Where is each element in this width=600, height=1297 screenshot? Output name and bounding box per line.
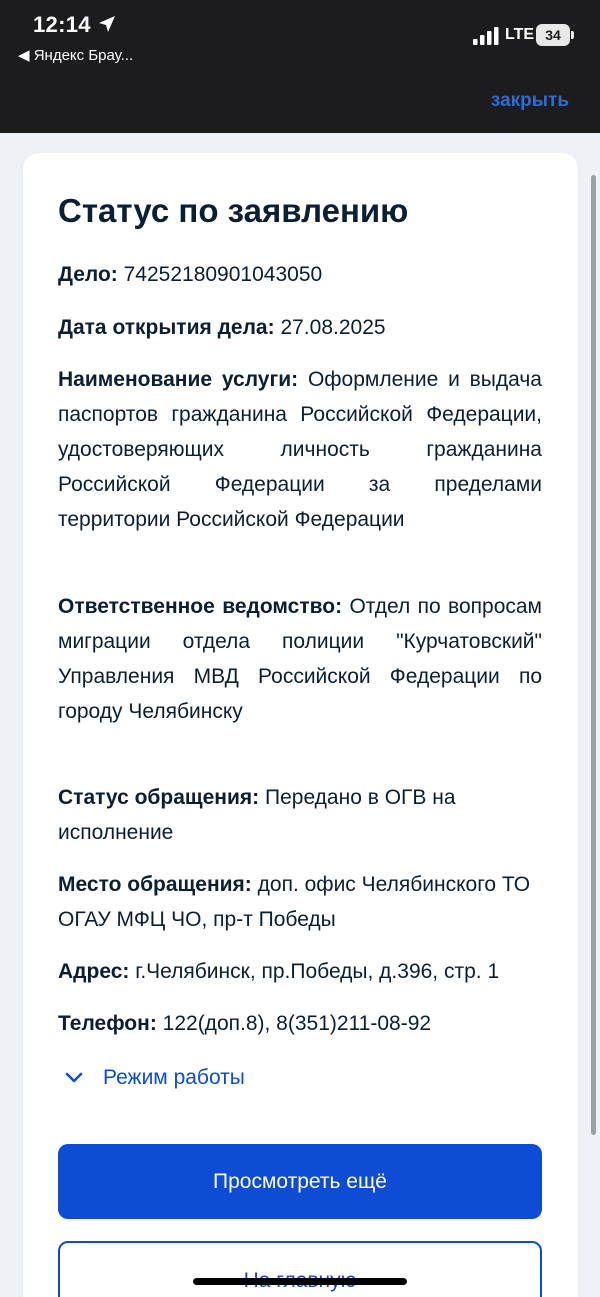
phone-field [58, 1006, 542, 1041]
phone-label: Телефон: [58, 1012, 157, 1035]
request-status-value: Передано в ОГВ на исполнение [58, 786, 456, 844]
service-field [58, 362, 542, 537]
service-label: Наименование услуги: [58, 368, 299, 391]
agency-field [58, 589, 542, 729]
chevron-down-icon [62, 1066, 86, 1090]
close-link[interactable]: закрыть [490, 90, 569, 111]
home-button[interactable] [58, 1241, 542, 1297]
battery-level: 34 [536, 24, 570, 46]
opened-date-label: Дата открытия дела: [58, 316, 275, 339]
signal-icon [473, 27, 501, 45]
request-status-label: Статус обращения: [58, 786, 260, 809]
opened-date-field [58, 310, 542, 345]
address-label: Адрес: [58, 960, 130, 983]
agency-value: Отдел по вопросам миграции отдела полиции "Курчатовский" Управления МВД Российской Федерации по городу Челябинску [58, 595, 542, 723]
request-status-field [58, 780, 542, 850]
case-field [58, 257, 542, 292]
case-label: Дело: [58, 263, 118, 286]
view-more-button[interactable]: Просмотреть ещё [58, 1144, 542, 1219]
page-title: Статус по заявлению [58, 192, 409, 229]
phone-value: 122(доп.8), 8(351)211-08-92 [162, 1012, 432, 1035]
schedule-label: Режим работы [103, 1066, 245, 1089]
case-value: 74252180901043050 [123, 263, 323, 286]
home-indicator[interactable] [193, 1278, 407, 1285]
battery-icon [536, 24, 574, 46]
agency-label: Ответственное ведомство: [58, 595, 343, 618]
schedule-toggle[interactable] [62, 1066, 245, 1090]
network-label: LTE [505, 26, 535, 43]
place-label: Место обращения: [58, 873, 252, 896]
status-time: 12:14 [33, 12, 91, 37]
opened-date-value: 27.08.2025 [280, 316, 386, 339]
scrollbar[interactable] [591, 175, 596, 1135]
place-field [58, 867, 542, 937]
back-to-app-link[interactable]: ◀ Яндекс Брау... [18, 47, 134, 64]
place-value: доп. офис Челябинского ТО ОГАУ МФЦ ЧО, пр-т Победы [58, 873, 531, 931]
address-field [58, 954, 542, 989]
location-arrow-icon [97, 14, 117, 34]
service-value: Оформление и выдача паспортов гражданина Российской Федерации, удостоверяющих личность гражданина Российской Федерации за пределами территории Российской Федерации [58, 368, 542, 531]
top-bar [0, 0, 600, 133]
address-value: г.Челябинск, пр.Победы, д.396, стр. 1 [135, 960, 500, 983]
